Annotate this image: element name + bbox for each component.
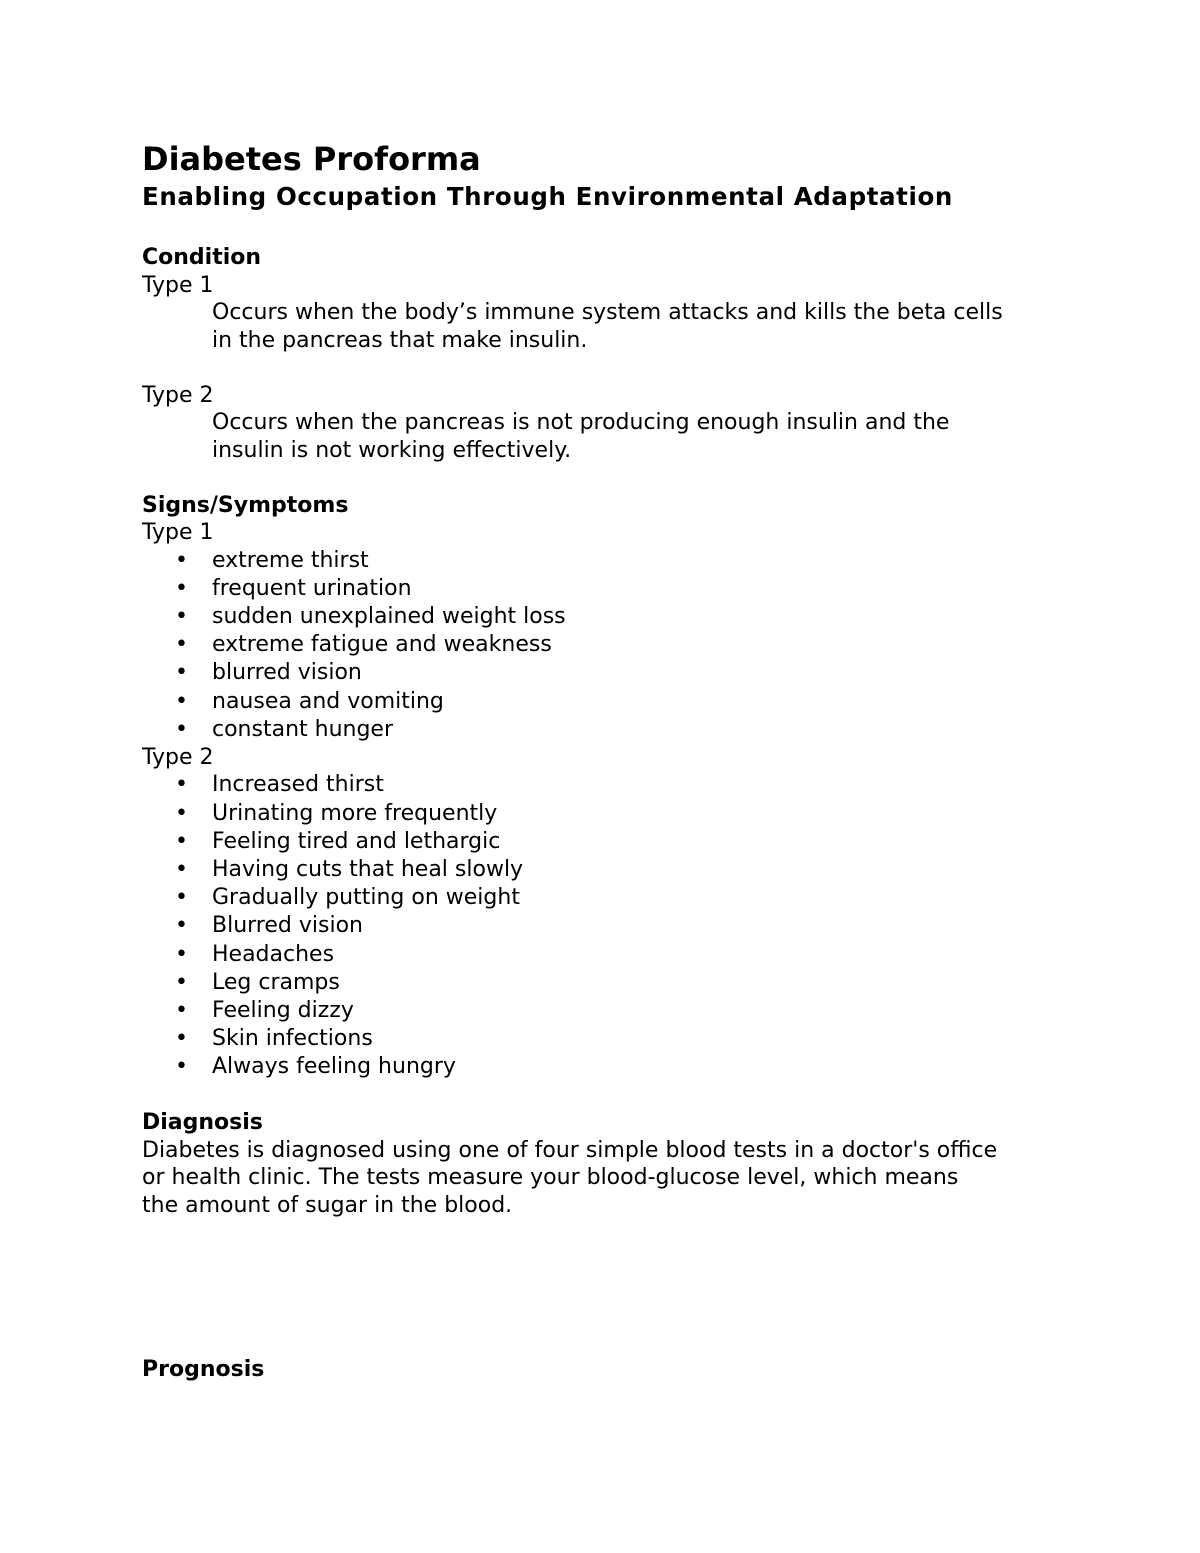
bullet-icon: • xyxy=(175,575,188,601)
diagnosis-section xyxy=(142,1109,1072,1220)
diagnosis-heading: Diagnosis xyxy=(142,1110,263,1136)
list-item xyxy=(142,631,1072,659)
list-item xyxy=(142,800,1072,828)
list-item-text: blurred vision xyxy=(212,660,362,686)
bullet-icon: • xyxy=(175,800,188,826)
list-item xyxy=(142,912,1072,940)
bullet-icon: • xyxy=(175,828,188,854)
list-item xyxy=(142,856,1072,884)
bullet-icon: • xyxy=(175,941,188,967)
bullet-icon: • xyxy=(175,998,188,1024)
spacer xyxy=(142,1082,1072,1110)
spacer xyxy=(142,214,1072,244)
bullet-icon: • xyxy=(175,857,188,883)
list-item-text: Skin infections xyxy=(212,1026,373,1052)
list-item-text: Headaches xyxy=(212,941,335,967)
list-item-text: extreme fatigue and weakness xyxy=(212,632,552,658)
condition-type1-label: Type 1 xyxy=(142,272,214,298)
bullet-icon: • xyxy=(175,688,188,714)
bullet-icon: • xyxy=(175,547,188,573)
list-item xyxy=(142,969,1072,997)
list-item-text: Urinating more frequently xyxy=(212,800,498,826)
bullet-icon: • xyxy=(175,913,188,939)
bullet-icon: • xyxy=(175,772,188,798)
bullet-icon: • xyxy=(175,660,188,686)
list-item-text: Increased thirst xyxy=(212,772,384,798)
prognosis-section xyxy=(142,1356,1072,1384)
document-page xyxy=(142,138,1072,1384)
signs-type2-list xyxy=(142,771,1072,1081)
list-item-text: sudden unexplained weight loss xyxy=(212,603,566,629)
condition-heading: Condition xyxy=(142,245,262,270)
signs-type1-label: Type 1 xyxy=(142,520,214,545)
condition-type2-text-line1: Occurs when the pancreas is not producing enough insulin and the xyxy=(212,410,950,435)
list-item xyxy=(142,884,1072,912)
condition-type1-text-line1: Occurs when the body’s immune system attacks and kills the beta cells xyxy=(212,300,1003,325)
list-item-text: Always feeling hungry xyxy=(212,1054,456,1080)
spacer xyxy=(142,464,1072,492)
list-item xyxy=(142,771,1072,799)
list-item-text: constant hunger xyxy=(212,716,394,742)
condition-section xyxy=(142,244,1072,464)
diagnosis-text-line1: Diabetes is diagnosed using one of four simple blood tests in a doctor's office xyxy=(142,1137,998,1163)
signs-type1-list xyxy=(142,547,1072,744)
list-item xyxy=(142,659,1072,687)
signs-section xyxy=(142,492,1072,1082)
bullet-icon: • xyxy=(175,885,188,911)
bullet-icon: • xyxy=(175,1054,188,1080)
list-item xyxy=(142,688,1072,716)
list-item-text: Gradually putting on weight xyxy=(212,885,520,911)
list-item xyxy=(142,603,1072,631)
diagnosis-text-line2: or health clinic. The tests measure your blood-glucose level, which means xyxy=(142,1165,959,1191)
list-item-text: frequent urination xyxy=(212,575,412,601)
list-item-text: extreme thirst xyxy=(212,547,369,573)
document-subtitle: Enabling Occupation Through Environmental Adaptation xyxy=(142,182,953,211)
diagnosis-text-line3: the amount of sugar in the blood. xyxy=(142,1193,513,1219)
spacer xyxy=(142,354,1072,382)
list-item xyxy=(142,547,1072,575)
prognosis-heading: Prognosis xyxy=(142,1357,265,1383)
bullet-icon: • xyxy=(175,603,188,629)
signs-type2-label: Type 2 xyxy=(142,744,214,770)
list-item xyxy=(142,1053,1072,1081)
list-item-text: Leg cramps xyxy=(212,969,340,995)
condition-type2-label: Type 2 xyxy=(142,382,214,408)
list-item-text: Feeling dizzy xyxy=(212,998,354,1024)
list-item-text: Feeling tired and lethargic xyxy=(212,828,501,854)
list-item-text: nausea and vomiting xyxy=(212,688,444,714)
document-title: Diabetes Proforma xyxy=(142,140,481,178)
list-item xyxy=(142,716,1072,744)
list-item xyxy=(142,575,1072,603)
list-item xyxy=(142,997,1072,1025)
spacer xyxy=(142,1220,1072,1356)
condition-type2-text-line2: insulin is not working effectively. xyxy=(212,437,572,463)
signs-heading: Signs/Symptoms xyxy=(142,492,349,518)
bullet-icon: • xyxy=(175,969,188,995)
list-item xyxy=(142,941,1072,969)
list-item xyxy=(142,828,1072,856)
list-item-text: Blurred vision xyxy=(212,913,363,939)
list-item-text: Having cuts that heal slowly xyxy=(212,857,524,883)
bullet-icon: • xyxy=(175,716,188,742)
bullet-icon: • xyxy=(175,632,188,658)
condition-type1-text-line2: in the pancreas that make insulin. xyxy=(212,327,588,353)
list-item xyxy=(142,1025,1072,1053)
bullet-icon: • xyxy=(175,1026,188,1052)
